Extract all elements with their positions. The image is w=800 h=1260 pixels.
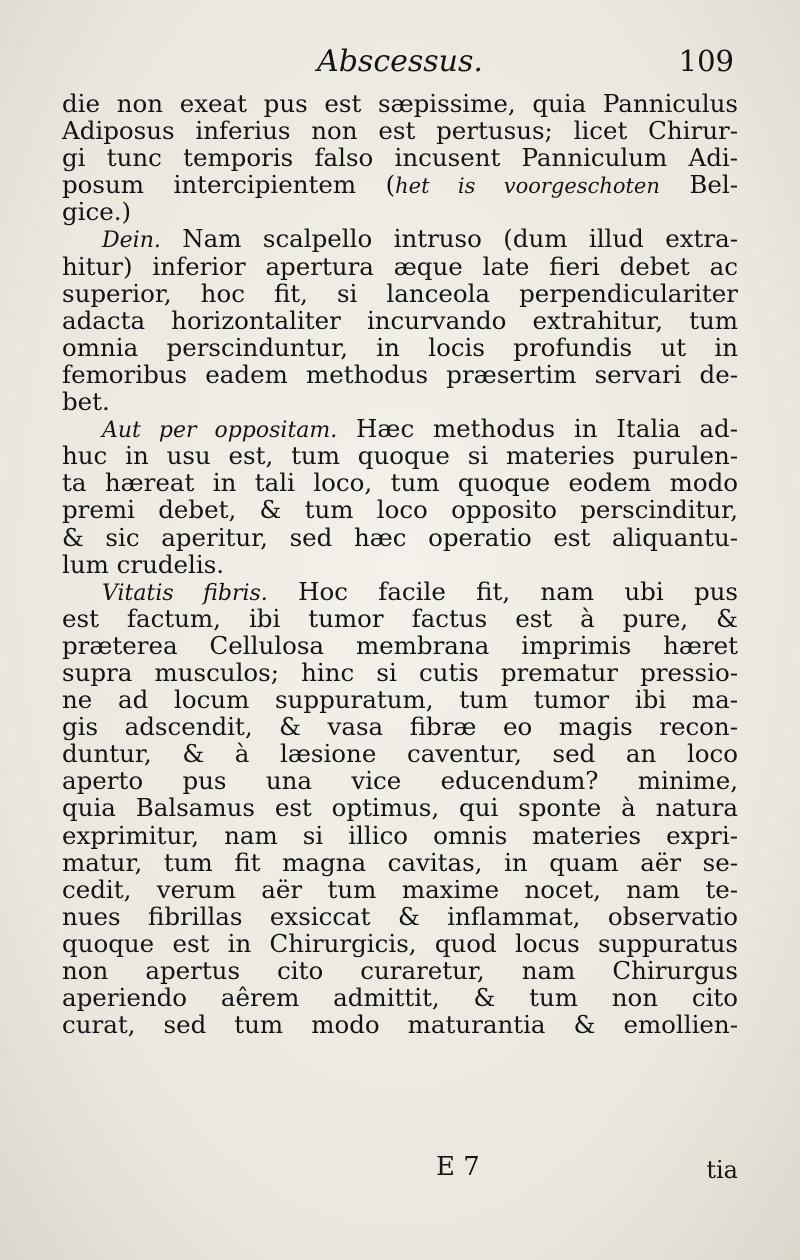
- text-line: cedit, verum aër tum maxime nocet, nam te-: [62, 874, 738, 904]
- text-line: lum crudelis.: [62, 549, 225, 579]
- text-line: gice.): [62, 197, 132, 227]
- text-line: aperiendo aêrem admittit, & tum non cito: [62, 983, 738, 1013]
- text-line: Vitatis fibris. Hoc facile fit, nam ubi pus: [102, 576, 738, 606]
- body-text: [62, 90, 738, 1038]
- text-line: Dein. Nam scalpello intruso (dum illud extra-: [102, 224, 738, 254]
- text-line: quoque est in Chirurgicis, quod locus suppuratus: [62, 928, 738, 958]
- text-line: est factum, ibi tumor factus est à pure, &: [62, 603, 738, 633]
- text-line: quia Balsamus est optimus, qui sponte à natura: [62, 793, 738, 823]
- text-line: aperto pus una vice educendum? minime,: [62, 766, 738, 796]
- text-line: adacta horizontaliter incurvando extrahitur, tum: [62, 305, 738, 335]
- page-footer: [60, 1152, 740, 1192]
- text-line: gi tunc temporis falso incusent Panniculum Adi-: [62, 143, 738, 173]
- text-line: ne ad locum suppuratum, tum tumor ibi ma-: [62, 685, 738, 715]
- text-line: omnia perscinduntur, in locis profundis ut in: [62, 332, 738, 362]
- text-line: matur, tum fit magna cavitas, in quam aër se-: [62, 847, 738, 877]
- text-line: Adiposus inferius non est pertusus; licet Chirur-: [62, 116, 738, 146]
- text-line: die non exeat pus est sæpissime, quia Panniculus: [62, 89, 738, 118]
- text-line: curat, sed tum modo maturantia & emollien-: [62, 1010, 738, 1040]
- text-line: supra musculos; hinc si cutis prematur pressio-: [62, 657, 738, 687]
- text-line: gis adscendit, & vasa fibræ eo magis recon-: [62, 712, 738, 742]
- page-header: [60, 40, 740, 92]
- text-line: non apertus cito curaretur, nam Chirurgus: [62, 956, 738, 985]
- catchword: tia: [706, 1156, 738, 1184]
- signature-mark: E 7: [436, 1152, 480, 1182]
- text-line: exprimitur, nam si illico omnis materies expri-: [62, 820, 738, 850]
- text-line: premi debet, & tum loco opposito perscinditur,: [62, 495, 738, 525]
- text-line: & sic aperitur, sed hæc operatio est aliquantu-: [62, 522, 738, 552]
- text-line: præterea Cellulosa membrana imprimis hæret: [62, 630, 738, 660]
- page-number: 109: [678, 44, 734, 78]
- text-line: superior, hoc fit, si lanceola perpendiculariter: [62, 278, 738, 308]
- text-line: duntur, & à læsione caventur, sed an loco: [62, 739, 738, 769]
- text-line: posum intercipientem (het is voorgeschoten Bel-: [62, 170, 738, 200]
- text-line: huc in usu est, tum quoque si materies purulen-: [62, 441, 738, 471]
- text-line: nues fibrillas exsiccat & inflammat, observatio: [62, 901, 738, 931]
- text-line: femoribus eadem methodus præsertim servari de-: [62, 359, 738, 389]
- text-line: hitur) inferior apertura æque late fieri debet ac: [62, 251, 738, 281]
- text-line: ta hæreat in tali loco, tum quoque eodem modo: [62, 468, 738, 498]
- text-line: bet.: [62, 387, 110, 417]
- text-line: Aut per oppositam. Hæc methodus in Italia ad-: [102, 414, 739, 444]
- running-title: Abscessus.: [317, 44, 483, 79]
